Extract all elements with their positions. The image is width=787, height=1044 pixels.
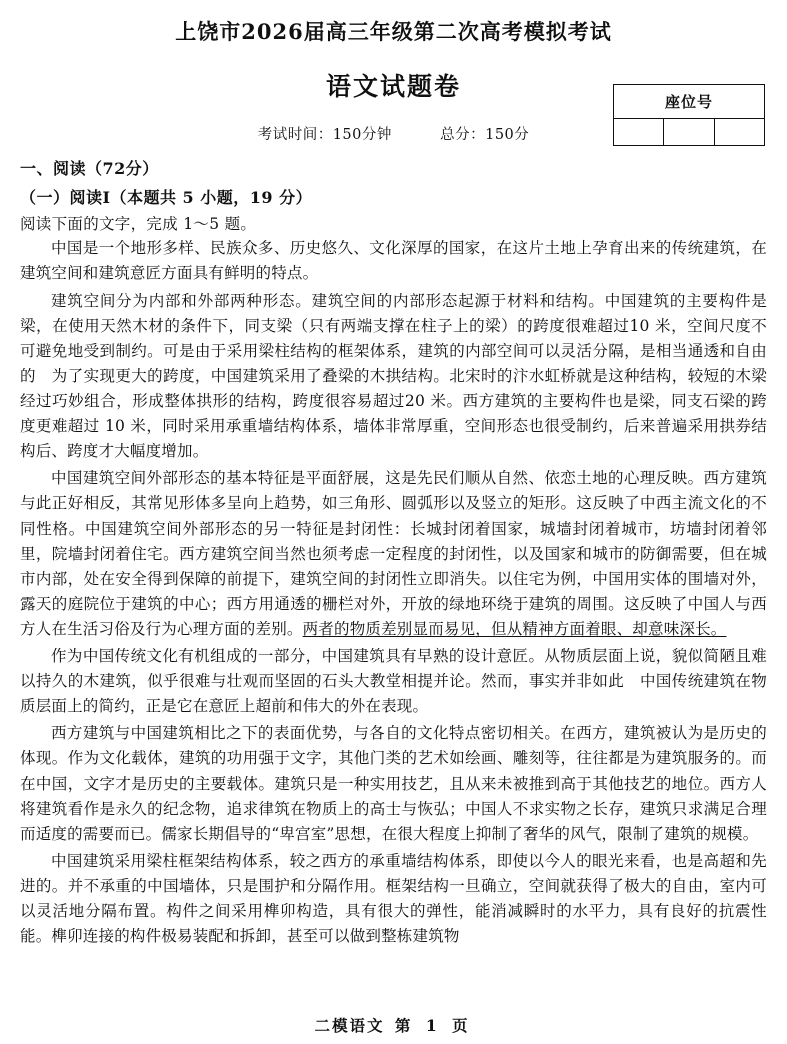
passage-paragraph-5: 西方建筑与中国建筑相比之下的表面优势，与各自的文化特点密切相关。在西方，建筑被认为是历史的体现。作为文化载体，建筑的功用强于文字，其他门类的艺术如绘画、雕刻等，往往都是为建筑服务的。而在中国，文字才是历史的主要载体。建筑只是一种实用技艺，且从来未被推到高于其他技艺的地位。西方人将建筑看作是永久的纪念物，追求律筑在物质上的高士与恢弘；中国人不求实物之长存，建筑只求满足合理而适度的需要而已。儒家长期倡导的“卑宫室”思想，在很大程度上抑制了奢华的风气，限制了建筑的规模。 bbox=[20, 724, 767, 843]
seat-number-cells bbox=[614, 119, 764, 145]
page-title: 上饶市2026届高三年级第二次高考模拟考试 bbox=[175, 19, 612, 44]
exam-total-score: 总分：150分 bbox=[440, 127, 530, 144]
seat-cell-3 bbox=[715, 119, 764, 145]
seat-number-label: 座位号 bbox=[614, 85, 764, 119]
seat-cell-2 bbox=[664, 119, 714, 145]
seat-cell-1 bbox=[614, 119, 664, 145]
footer-page-word: 第 bbox=[394, 1016, 413, 1035]
section-heading-part-one: 一、阅读（72分） bbox=[20, 159, 159, 179]
passage-paragraph-3 bbox=[20, 466, 767, 642]
exam-duration: 考试时间：150分钟 bbox=[257, 127, 392, 144]
footer-page-unit: 页 bbox=[452, 1016, 470, 1035]
page-footer bbox=[0, 1014, 787, 1036]
footer-paper-label: 二模语文 bbox=[314, 1016, 385, 1035]
passage-underlined-sentence: 两者的物质差别显而易见，但从精神方面着眼、却意味深长。 bbox=[302, 619, 727, 638]
passage-paragraph-4: 作为中国传统文化有机组成的一部分，中国建筑具有早熟的设计意匠。从物质层面上说，貌似简陋且难以持久的木建筑，似乎很难与壮观而坚固的石头大教堂相提并论。然而，事实并非如此 中国传统建筑在物质层面上的简约，正是它在意匠上超前和伟大的外在表现。 bbox=[20, 647, 767, 716]
footer-page-number: 1 bbox=[425, 1016, 439, 1035]
passage-paragraph-1: 中国是一个地形多样、民族众多、历史悠久、文化深厚的国家，在这片土地上孕育出来的传统建筑，在建筑空间和建筑意匠方面具有鲜明的特点。 bbox=[20, 239, 767, 283]
subsection-heading-reading-one: （一）阅读I（本题共 5 小题，19 分） bbox=[20, 188, 313, 208]
paper-subject-title: 语文试题卷 bbox=[325, 72, 461, 102]
passage-paragraph-3-text: 中国建筑空间外部形态的基本特征是平面舒展，这是先民们顺从自然、依恋土地的心理反映。西方建筑与此正好相反，其常见形体多呈向上趋势，如三角形、圆弧形以及竖立的矩形。这反映了中西主流文化的不同性格。中国建筑空间外部形态的另一特征是封闭性：长城封闭着国家，城墙封闭着城市，坊墙封闭着邻里，院墙封闭着住宅。西方建筑空间当然也须考虑一定程度的封闭性，以及国家和城市的防御需要，但在城市内部，处在安全得到保障的前提下，建筑空间的封闭性立即消失。以住宅为例，中国用实体的围墙对外，露天的庭院位于建筑的中心；西方用通透的栅栏对外，开放的绿地环绕于建筑的周围。这反映了中国人与西方人在生活习俗及行为心理方面的差别。 bbox=[20, 469, 767, 638]
passage-paragraph-6: 中国建筑采用梁柱框架结构体系，较之西方的承重墙结构体系，即使以今人的眼光来看，也是高超和先进的。并不承重的中国墙体，只是围护和分隔作用。框架结构一旦确立，空间就获得了极大的自由，室内可以灵活地分隔布置。构件之间采用榫卯构造，具有很大的弹性，能消减瞬时的水平力，具有良好的抗震性能。榫卯连接的构件极易装配和拆卸，甚至可以做到整栋建筑物 bbox=[20, 851, 767, 946]
exam-paper-page bbox=[0, 18, 787, 1044]
paper-content bbox=[0, 156, 787, 949]
passage-paragraph-2: 建筑空间分为内部和外部两种形态。建筑空间的内部形态起源于材料和结构。中国建筑的主要构件是梁，在使用天然木材的条件下，同支梁（只有两端支撑在柱子上的梁）的跨度很难超过10 米，空间尺度不可避免地受到制约。可是由于采用梁柱结构的框架体系，建筑的内部空间可以灵活分隔，是相当通透和自由的 为了实现更大的跨度，中国建筑采用了叠梁的木拱结构。北宋时的汴水虹桥就是这种结构，较短的木梁经过巧妙组合，形成整体拱形的结构，跨度很容易超过20 米。西方建筑的主要构件也是梁，同支石梁的跨度更难超过 10 米，同时采用承重墙结构体系，墙体非常厚重，空间形态也很受制约，后来普遍采用拱券结构后、跨度才大幅度增加。 bbox=[20, 291, 767, 461]
seat-number-box bbox=[613, 84, 765, 146]
reading-instruction: 阅读下面的文字，完成 1～5 题。 bbox=[20, 215, 257, 234]
